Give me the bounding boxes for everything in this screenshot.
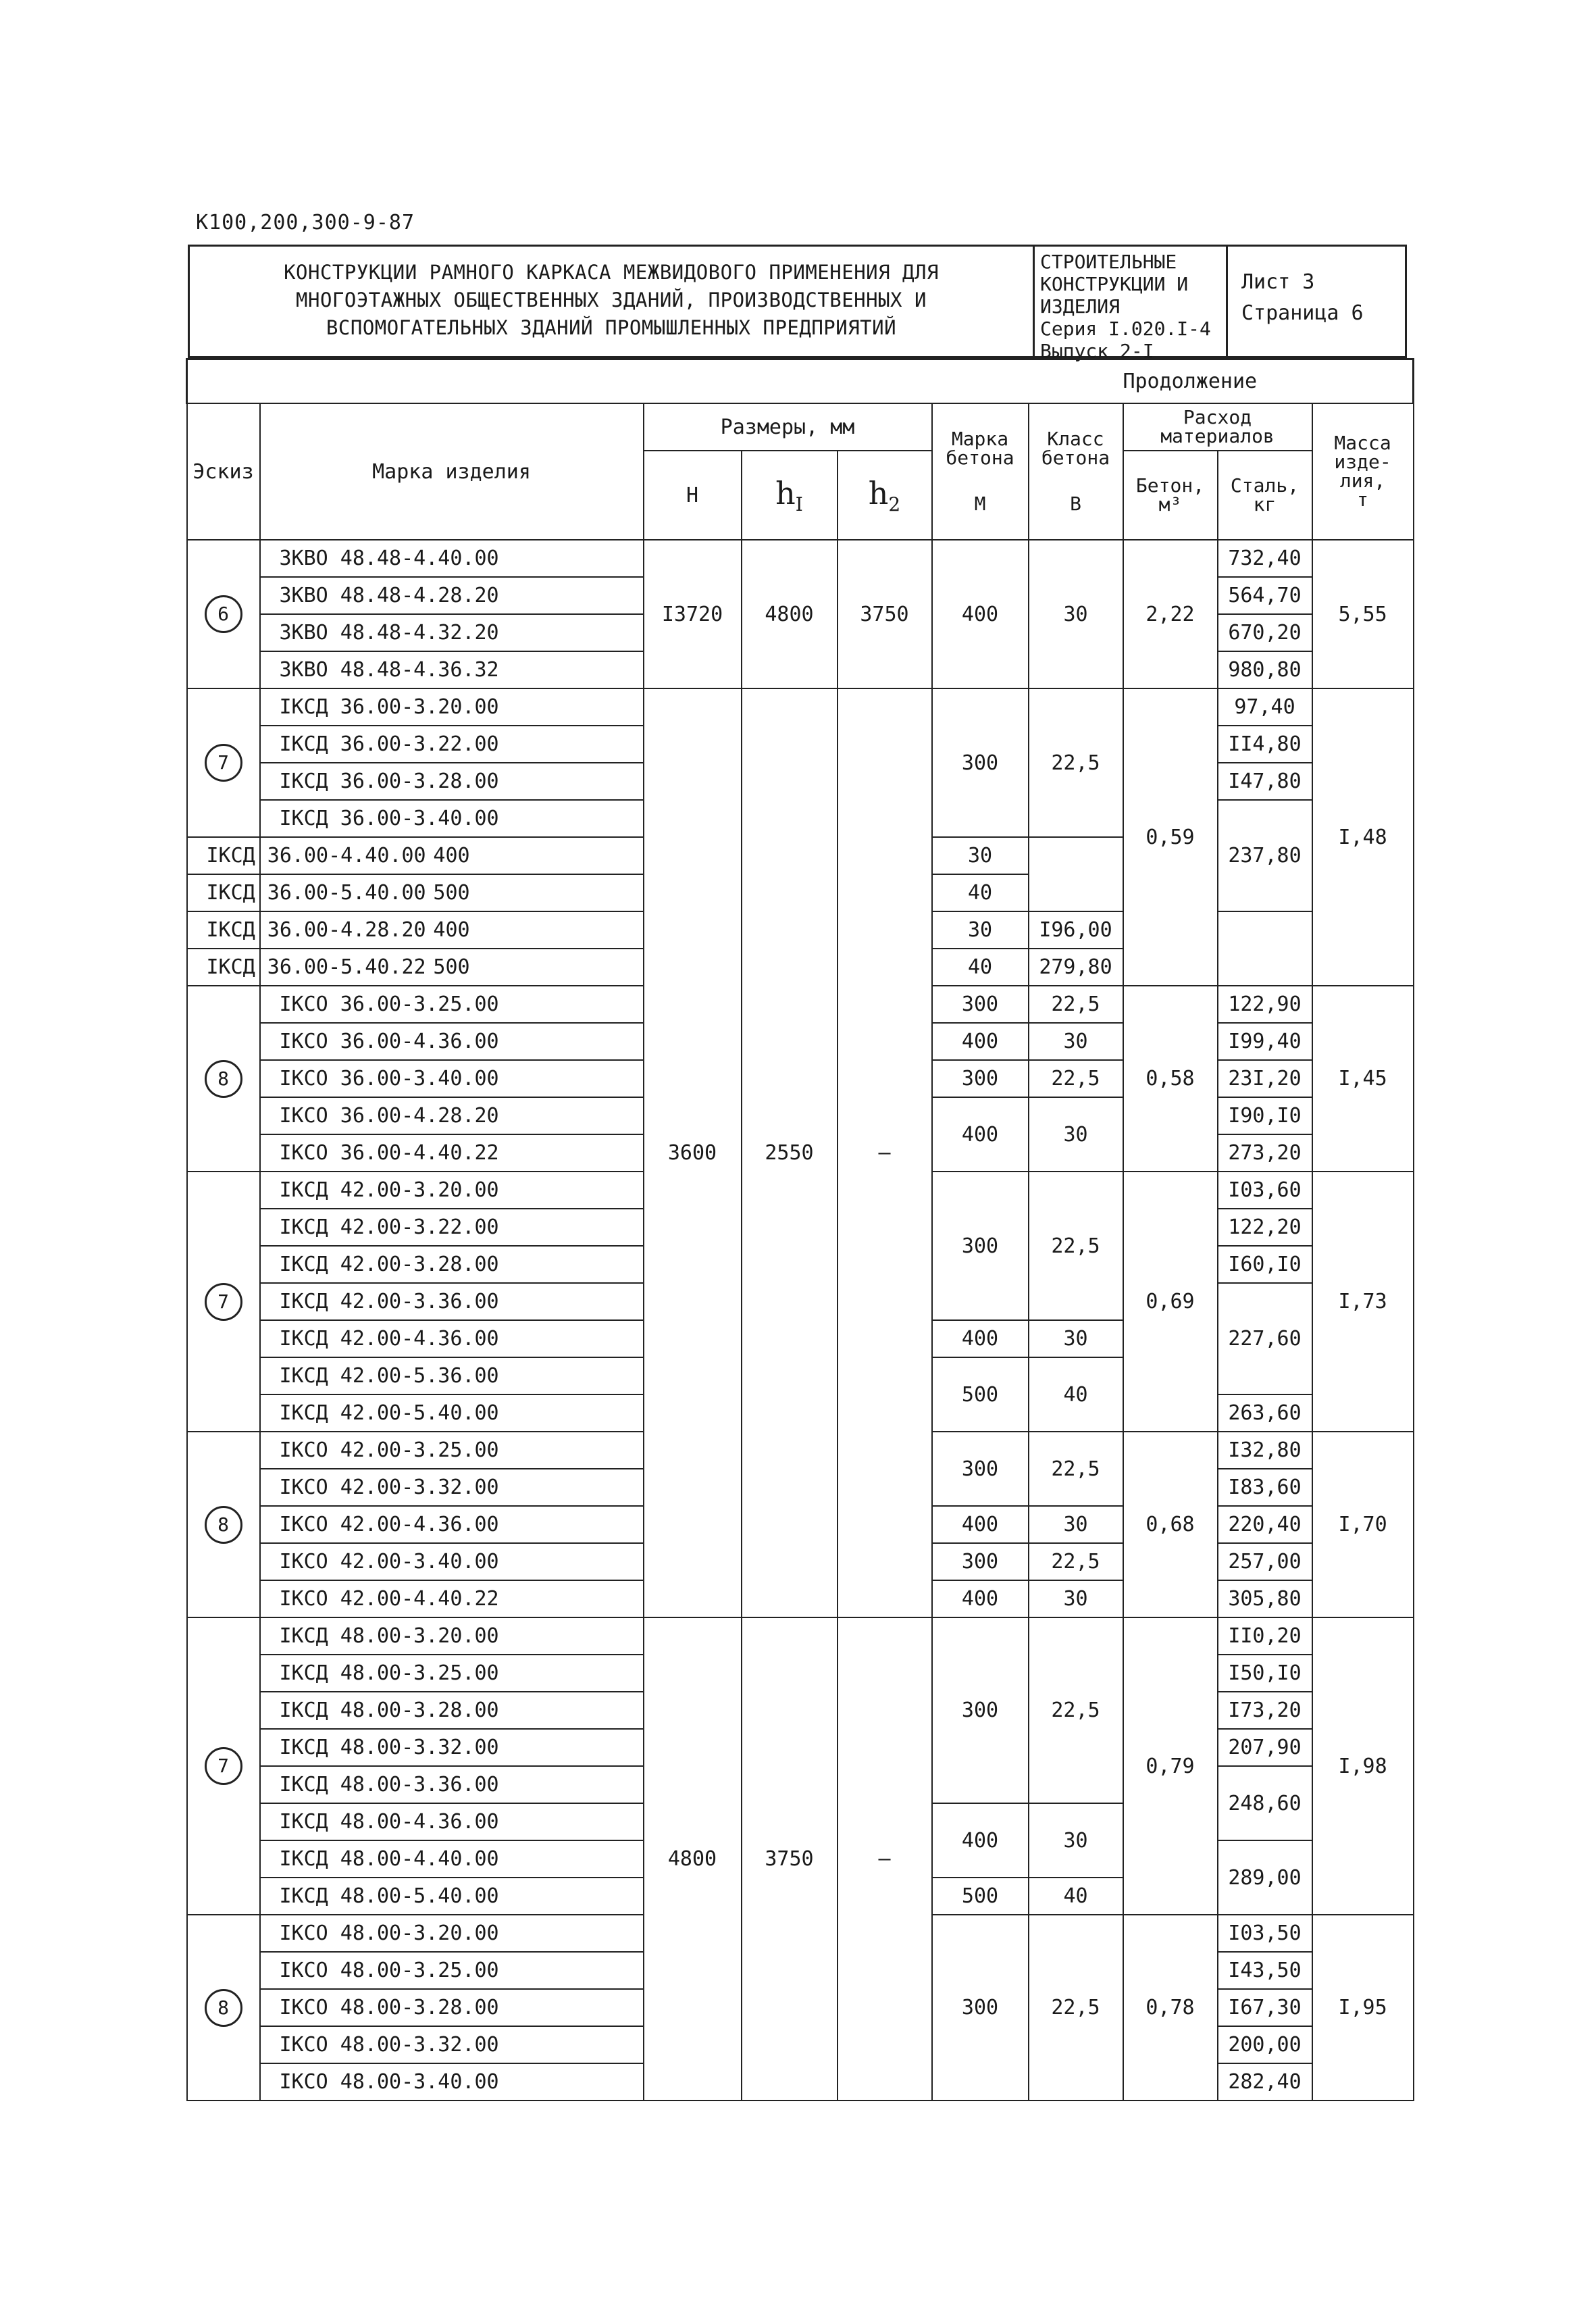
steel-cell: 980,80 [1218,651,1312,688]
mark-cell: IКСО 48.00-3.25.00 [260,1952,644,1989]
mass-cell: I,45 [1312,986,1414,1172]
class-cell: 30 [932,837,1029,874]
title-block [188,245,1407,362]
class-cell: 40 [1029,1878,1123,1915]
class-cell: 22,5 [1029,688,1123,837]
grade-cell: 300 [932,688,1029,837]
page-number: Страница 6 [1241,301,1364,325]
header-line: изде- [1334,451,1391,473]
grade-cell: 400 [932,1097,1029,1172]
mark-cell: IКСД 42.00-3.20.00 [260,1172,644,1209]
steel-cell: 200,00 [1218,2026,1312,2063]
height-cell: 4800 [644,1617,742,2101]
mass-header [1312,403,1414,540]
class-cell: 22,5 [1029,986,1123,1023]
mark-cell: IКСД 48.00-3.28.00 [260,1692,644,1729]
grade-cell: 400 [932,1803,1029,1878]
mark-cell: IКСО 48.00-3.40.00 [260,2063,644,2101]
sizes-header: Размеры, мм [644,403,932,451]
mark-cell: IКСД 42.00-3.28.00 [260,1246,644,1283]
steel-cell: I47,80 [1218,763,1312,800]
header-line: т [1357,488,1368,511]
sheet-block [1226,247,1410,356]
mark-cell: IКСД 48.00-4.36.00 [260,1803,644,1840]
class-cell: 30 [932,911,1029,949]
steel-cell: II4,80 [1218,726,1312,763]
class-cell: 40 [932,874,1029,911]
series-line: ИЗДЕЛИЯ [1040,295,1121,318]
mark-cell: IКСД 36.00-4.40.00 [187,837,260,874]
mark-cell: IКСД 36.00-3.22.00 [260,726,644,763]
mark-cell: IКСД 42.00-5.36.00 [260,1357,644,1394]
series-line: Выпуск 2-I [1040,340,1154,362]
grade-cell: 400 [260,837,644,874]
mark-cell: IКСО 36.00-4.40.22 [260,1134,644,1172]
sketch-number-badge: 7 [205,1283,242,1321]
mark-cell: IКСО 36.00-4.28.20 [260,1097,644,1134]
grade-cell: 300 [932,1915,1029,2101]
class-cell: 22,5 [1029,1172,1123,1320]
steel-cell: I96,00 [1029,911,1123,949]
steel-cell: 207,90 [1218,1729,1312,1766]
mark-cell: IКСО 36.00-3.25.00 [260,986,644,1023]
header-line: бетона [946,447,1014,469]
series-line: КОНСТРУКЦИИ И [1040,273,1189,295]
header-line: м³ [1158,493,1182,515]
class-cell: 30 [1029,1097,1123,1172]
concrete-cell: 0,68 [1123,1432,1218,1617]
mark-cell: IКСД 42.00-4.36.00 [260,1320,644,1357]
height-cell: 3600 [644,688,742,1617]
header-line: Масса [1334,432,1391,454]
class-cell: 40 [932,949,1029,986]
concrete-cell: 0,79 [1123,1617,1218,1915]
header-letter: h [775,474,796,511]
header-line: кг [1253,493,1277,515]
sketch-number-badge: 7 [205,1747,242,1785]
specification-table [186,358,1414,2101]
steel-cell: 122,20 [1218,1209,1312,1246]
class-cell: 22,5 [1029,1915,1123,2101]
sketch-number-badge: 8 [205,1989,242,2027]
mark-cell: IКСД 36.00-5.40.22 [187,949,260,986]
steel-cell: 305,80 [1218,1580,1312,1617]
grade-cell: 400 [932,540,1029,688]
mark-cell: IКСД 48.00-3.32.00 [260,1729,644,1766]
table-row [187,540,1414,577]
grade-cell: 400 [260,911,644,949]
mass-cell: I,95 [1312,1915,1414,2101]
steel-cell: 289,00 [1218,1840,1312,1915]
class-cell: 30 [1029,1580,1123,1617]
class-cell: 22,5 [1029,1543,1123,1580]
mark-cell: IКСД 36.00-4.28.20 [187,911,260,949]
sketch-cell [187,1432,260,1617]
mark-cell: IКСД 48.00-4.40.00 [260,1840,644,1878]
steel-cell: 237,80 [1218,800,1312,911]
grade-cell: 500 [932,1878,1029,1915]
grade-cell: 500 [260,949,644,986]
mark-cell: IКСО 42.00-4.40.22 [260,1580,644,1617]
table-row [187,688,1414,726]
steel-cell: I03,50 [1218,1915,1312,1952]
mass-cell: I,48 [1312,688,1414,986]
sheet-number: Лист 3 [1241,270,1315,294]
series-info [1040,251,1224,362]
class-cell: 30 [1029,1803,1123,1878]
header-line: М [974,493,986,515]
header-line: В [1070,493,1081,515]
concrete-cell: 2,22 [1123,540,1218,688]
sketch-number-badge: 8 [205,1506,242,1544]
steel-cell: 564,70 [1218,577,1312,614]
concrete-grade-header [932,403,1029,540]
mass-cell: 5,55 [1312,540,1414,688]
grade-cell: 300 [932,1543,1029,1580]
sketch-cell [187,1915,260,2101]
table-row [187,1617,1414,1655]
document-title [190,259,1033,342]
mark-cell: ЗКВО 48.48-4.40.00 [260,540,644,577]
mark-cell: IКСД 36.00-5.40.00 [187,874,260,911]
steel-cell: II0,20 [1218,1617,1312,1655]
h2-header [838,451,932,540]
steel-cell: 732,40 [1218,540,1312,577]
class-cell: 22,5 [1029,1432,1123,1506]
grade-cell: 400 [932,1320,1029,1357]
class-cell: 22,5 [1029,1060,1123,1097]
mark-cell: ЗКВО 48.48-4.36.32 [260,651,644,688]
header-line: Расход [1183,406,1252,428]
steel-cell: 220,40 [1218,1506,1312,1543]
steel-cell: 227,60 [1218,1283,1312,1394]
steel-cell: 279,80 [1029,949,1123,986]
height-cell: I3720 [644,540,742,688]
steel-cell: I32,80 [1218,1432,1312,1469]
h2-cell: 3750 [838,540,932,688]
concrete-cell: 0,69 [1123,1172,1218,1432]
steel-header [1218,451,1312,540]
header-line: бетона [1041,447,1110,469]
steel-cell: 97,40 [1218,688,1312,726]
concrete-cell: 0,78 [1123,1915,1218,2101]
h1-cell: 4800 [742,540,838,688]
h1-header [742,451,838,540]
grade-cell: 400 [932,1580,1029,1617]
title-line: МНОГОЭТАЖНЫХ ОБЩЕСТВЕННЫХ ЗДАНИЙ, ПРОИЗВОДСТВЕННЫХ И [296,288,927,311]
sketch-number-badge: 8 [205,1060,242,1098]
sketch-cell [187,688,260,837]
header-line: материалов [1160,425,1275,447]
steel-cell: I90,I0 [1218,1097,1312,1134]
table-body [187,540,1414,2101]
mass-cell: I,98 [1312,1617,1414,1915]
steel-cell: 263,60 [1218,1394,1312,1432]
mark-cell: IКСД 36.00-3.28.00 [260,763,644,800]
steel-cell: I03,60 [1218,1172,1312,1209]
header-line: Класс [1047,428,1104,450]
class-cell: 30 [1029,1506,1123,1543]
header-subscript: I [795,493,803,516]
steel-cell: I83,60 [1218,1469,1312,1506]
class-cell: 30 [1029,1023,1123,1060]
h2-cell: – [838,1617,932,2101]
concrete-cell: 0,58 [1123,986,1218,1172]
class-cell: 30 [1029,540,1123,688]
grade-cell: 400 [932,1023,1029,1060]
mark-cell: IКСО 36.00-3.40.00 [260,1060,644,1097]
mark-cell: IКСД 48.00-5.40.00 [260,1878,644,1915]
mark-cell: IКСО 42.00-3.32.00 [260,1469,644,1506]
sketch-cell [187,540,260,688]
grade-cell: 300 [932,1060,1029,1097]
steel-cell: I73,20 [1218,1692,1312,1729]
class-cell: 40 [1029,1357,1123,1432]
steel-cell: 248,60 [1218,1766,1312,1840]
header-line: Марка [951,428,1009,450]
steel-cell: I99,40 [1218,1023,1312,1060]
mark-cell: IКСД 48.00-3.20.00 [260,1617,644,1655]
mark-cell: IКСО 48.00-3.20.00 [260,1915,644,1952]
sketch-cell [187,1617,260,1915]
mass-cell: I,73 [1312,1172,1414,1432]
sketch-cell [187,986,260,1172]
grade-cell: 300 [932,1432,1029,1506]
materials-header [1123,403,1312,451]
grade-cell: 400 [932,1506,1029,1543]
mark-cell: IКСД 36.00-3.20.00 [260,688,644,726]
series-line: Серия I.020.I-4 [1040,318,1211,340]
steel-cell: I60,I0 [1218,1246,1312,1283]
sketch-number-badge: 7 [205,744,242,782]
steel-cell: 273,20 [1218,1134,1312,1172]
grade-cell: 300 [932,986,1029,1023]
mark-cell: ЗКВО 48.48-4.32.20 [260,614,644,651]
h1-cell: 2550 [742,688,838,1617]
mark-cell: IКСО 48.00-3.28.00 [260,1989,644,2026]
sketch-cell [187,1172,260,1432]
series-block [1033,247,1408,362]
grade-cell: 500 [260,874,644,911]
mark-header: Марка изделия [260,403,644,540]
continuation-label: Продолжение [187,359,1414,404]
steel-cell: I50,I0 [1218,1655,1312,1692]
header-line: Бетон, [1135,474,1205,497]
steel-cell: I67,30 [1218,1989,1312,2026]
steel-cell: 122,90 [1218,986,1312,1023]
steel-cell: 670,20 [1218,614,1312,651]
header-line: Сталь, [1230,474,1299,497]
steel-cell: 23I,20 [1218,1060,1312,1097]
h2-cell: – [838,688,932,1617]
header-line: лия, [1339,470,1386,492]
mark-cell: IКСО 36.00-4.36.00 [260,1023,644,1060]
h1-cell: 3750 [742,1617,838,2101]
concrete-class-header [1029,403,1123,540]
concrete-volume-header [1123,451,1218,540]
steel-cell: I43,50 [1218,1952,1312,1989]
grade-cell: 300 [932,1172,1029,1320]
mark-cell: IКСО 42.00-3.40.00 [260,1543,644,1580]
sketch-number-badge: 6 [205,595,242,633]
h-header: Н [644,451,742,540]
mark-cell: IКСД 48.00-3.25.00 [260,1655,644,1692]
title-line: КОНСТРУКЦИИ РАМНОГО КАРКАСА МЕЖВИДОВОГО ПРИМЕНЕНИЯ ДЛЯ [284,261,939,284]
class-cell: 30 [1029,1320,1123,1357]
mark-cell: IКСО 42.00-3.25.00 [260,1432,644,1469]
grade-cell: 500 [932,1357,1029,1432]
class-cell: 22,5 [1029,1617,1123,1803]
mark-cell: ЗКВО 48.48-4.28.20 [260,577,644,614]
mark-cell: IКСД 42.00-3.22.00 [260,1209,644,1246]
mark-cell: IКСД 42.00-5.40.00 [260,1394,644,1432]
steel-cell: 257,00 [1218,1543,1312,1580]
mark-cell: IКСД 42.00-3.36.00 [260,1283,644,1320]
mass-cell: I,70 [1312,1432,1414,1617]
header-subscript: 2 [888,493,901,516]
steel-cell: 282,40 [1218,2063,1312,2101]
document-code: К100,200,300-9-87 [196,211,415,234]
sketch-header: Эскиз [187,403,260,540]
mark-cell: IКСО 48.00-3.32.00 [260,2026,644,2063]
grade-cell: 300 [932,1617,1029,1803]
concrete-cell: 0,59 [1123,688,1218,986]
series-line: СТРОИТЕЛЬНЫЕ [1040,251,1177,273]
mark-cell: IКСО 42.00-4.36.00 [260,1506,644,1543]
header-letter: h [868,474,889,511]
mark-cell: IКСД 36.00-3.40.00 [260,800,644,837]
title-line: ВСПОМОГАТЕЛЬНЫХ ЗДАНИЙ ПРОМЫШЛЕННЫХ ПРЕДПРИЯТИЙ [326,316,897,339]
mark-cell: IКСД 48.00-3.36.00 [260,1766,644,1803]
